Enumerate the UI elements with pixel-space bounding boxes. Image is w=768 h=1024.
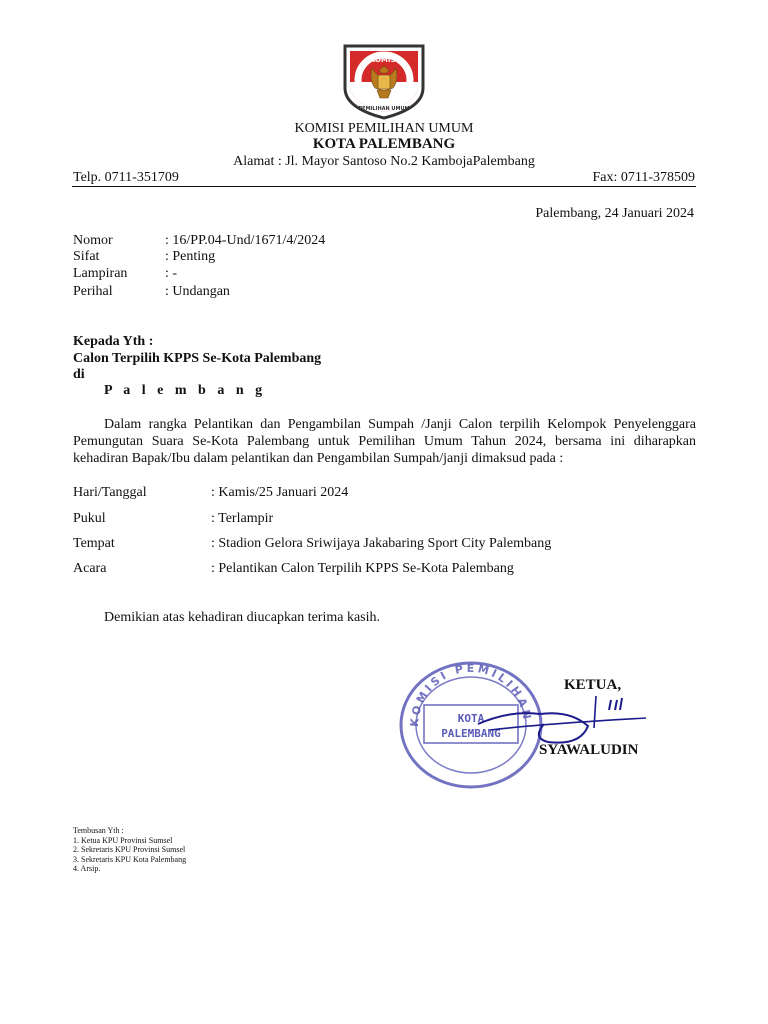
meta-label: Sifat: [73, 249, 100, 264]
meta-value: : Penting: [165, 249, 216, 264]
detail-label: Acara: [73, 561, 107, 576]
detail-value: : Stadion Gelora Sriwijaya Jakabaring Sport City Palembang: [211, 536, 552, 551]
letter-date: Palembang, 24 Januari 2024: [535, 206, 694, 221]
detail-value: : Pelantikan Calon Terpilih KPPS Se-Kota Palembang: [211, 561, 514, 576]
meta-row-sifat: [73, 248, 215, 265]
tembusan-block: [73, 826, 186, 874]
recipient-di: di: [73, 367, 85, 382]
meta-value: : 16/PP.04-Und/1671/4/2024: [165, 233, 326, 248]
header-fax: Fax: 0711-378509: [592, 170, 695, 185]
header-city: KOTA PALEMBANG: [312, 136, 456, 152]
recipient-city: P a l e m b a n g: [104, 383, 267, 398]
recipient-salutation: Kepada Yth :: [73, 334, 154, 349]
meta-row-perihal: [73, 283, 230, 300]
tembusan-item: 4. Arsip.: [73, 864, 101, 873]
tembusan-item: 2. Sekretaris KPU Provinsi Sumsel: [73, 845, 186, 854]
signatory-name: SYAWALUDIN: [539, 742, 639, 758]
meta-row-lampiran: [73, 265, 177, 282]
body-paragraph-text: Dalam rangka Pelantikan dan Pengambilan Sumpah /Janji Calon terpilih Kelompok Penyelenggara Pemungutan Suara Se-Kota Palembang untuk Pemilihan Umum Tahun 2024, bersama ini diharapkan kehadiran Bapak/Ibu dalam pelantikan dan Pengambilan Sumpah/janji dimaksud pada :: [73, 417, 696, 466]
detail-row-hari: [73, 484, 348, 501]
header-telp: Telp. 0711-351709: [73, 170, 179, 185]
closing-sentence: Demikian atas kehadiran diucapkan terima kasih.: [104, 610, 381, 625]
recipient-name: Calon Terpilih KPPS Se-Kota Palembang: [73, 351, 322, 366]
detail-value: : Kamis/25 Januari 2024: [211, 485, 349, 500]
svg-text:KOMISI: KOMISI: [369, 56, 399, 64]
tembusan-title: Tembusan Yth :: [73, 826, 124, 835]
detail-row-acara: [73, 560, 514, 577]
detail-value: : Terlampir: [211, 511, 274, 526]
detail-row-tempat: [73, 535, 551, 552]
meta-label: Nomor: [73, 233, 113, 248]
kpu-logo: [341, 42, 427, 120]
header-institution: KOMISI PEMILIHAN UMUM: [294, 121, 474, 136]
svg-text:PEMILIHAN UMUM: PEMILIHAN UMUM: [358, 106, 410, 112]
detail-label: Pukul: [73, 511, 106, 526]
meta-label: Perihal: [73, 284, 113, 299]
meta-value: : -: [165, 266, 178, 281]
meta-value: : Undangan: [165, 284, 230, 299]
header-address: Alamat : Jl. Mayor Santoso No.2 KambojaPalembang: [233, 154, 535, 169]
signature-position: KETUA,: [564, 677, 622, 693]
svg-text:PALEMBANG: PALEMBANG: [441, 727, 501, 740]
svg-text:KOMISI PEMILIHAN UMUM KOTA: KOMISI PEMILIHAN: [407, 661, 534, 728]
svg-text:KOTA: KOTA: [457, 712, 485, 725]
tembusan-item: 1. Ketua KPU Provinsi Sumsel: [73, 835, 173, 845]
detail-label: Tempat: [73, 536, 115, 551]
detail-label: Hari/Tanggal: [73, 485, 147, 500]
detail-row-pukul: [73, 510, 273, 527]
meta-label: Lampiran: [73, 266, 128, 281]
header-divider: [72, 186, 696, 187]
meta-row-nomor: [73, 232, 325, 249]
body-paragraph: [73, 416, 696, 467]
tembusan-item: 3. Sekretaris KPU Kota Palembang: [73, 854, 187, 864]
